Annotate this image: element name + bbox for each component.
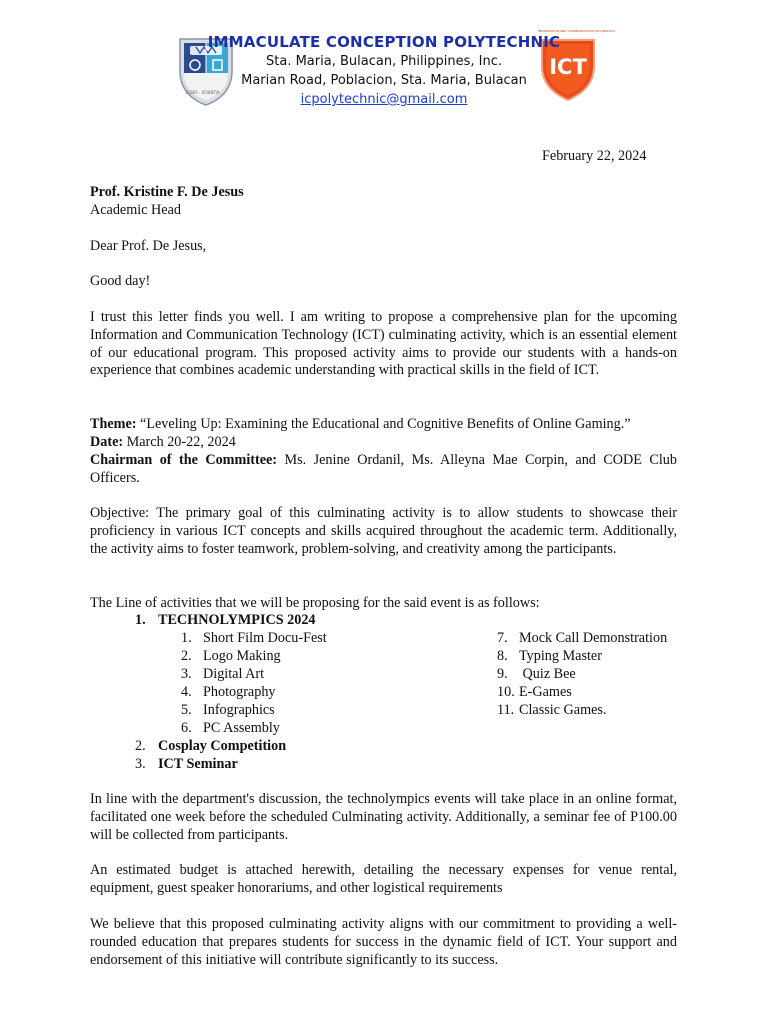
sub-item-4-num: 4. [181,684,192,700]
ict-logo-arc: INFORMATION AND COMMUNICATION TECHNOLOGY [538,29,616,33]
main-item-1-label [158,612,316,630]
sub-item-11-label: Classic Games. [519,702,607,718]
chairman-label: Chairman of the Committee: [90,452,278,468]
intro-paragraph: I trust this letter finds you well. I am writing to propose a comprehensive plan for the upcoming Information and Communication Technology (ICT) culminating activity, which is an essential element of our educational program. This proposed activity aims to provide our students with a hands-on experience that combines academic understanding with practical skills in the field of ICT. [90,309,677,379]
school-address-line-2: Marian Road, Poblacion, Sta. Maria, Bulacan [241,73,527,88]
sub-item-10-label: E-Games [519,684,572,700]
school-address-line-1: Sta. Maria, Bulacan, Philippines, Inc. [266,54,502,69]
school-name: IMMACULATE CONCEPTION POLYTECHNIC [207,33,561,51]
school-email-link[interactable] [0,92,768,107]
chairman-value: Ms. Jenine Ordanil, Ms. Alleyna Mae Corpin, and CODE Club Officers. [90,452,677,486]
event-date-value: March 20-22, 2024 [123,434,236,450]
objective-paragraph: Objective: The primary goal of this culminating activity is to allow students to showcase their proficiency in various ICT concepts and skills acquired throughout the academic term. Additionally, the activity aims to foster teamwork, problem-solving, and creativity among the participants. [90,505,677,557]
activities-intro: The Line of activities that we will be proposing for the said event is as follows: [90,595,540,611]
budget-paragraph: An estimated budget is attached herewith, detailing the necessary expenses for venue rental, equipment, guest speaker honorariums, and other logistical requirements [90,862,677,896]
sub-item-6-num: 6. [181,720,192,736]
theme-label: Theme: [90,416,137,432]
sub-item-1-label: Short Film Docu-Fest [203,630,327,646]
sub-item-10-num: 10. [497,684,515,700]
sub-item-8-label: Typing Master [519,648,602,664]
main-item-2-num: 2. [135,738,146,754]
sub-item-5-num: 5. [181,702,192,718]
recipient-block [90,184,677,220]
online-format-paragraph: In line with the department's discussion, the technolympics events will take place in an online format, facilitated one week before the scheduled Culminating activity. Additionally, a seminar fee of P100.00 will be collected from participants. [90,791,677,843]
salutation: Dear Prof. De Jesus, [90,238,207,254]
main-item-label: TECHNOLYMPICS 2024 [158,612,316,628]
sub-item-11-num: 11. [497,702,515,718]
main-item-3-num: 3. [135,756,146,772]
sub-item-2-num: 2. [181,648,192,664]
theme-line [90,416,677,434]
sub-item-9-num: 9. [497,666,508,682]
main-item-number: 1. [135,612,146,628]
event-date-label: Date: [90,434,124,450]
sub-item-6-label: PC Assembly [203,720,280,736]
recipient-title: Academic Head [90,201,181,218]
main-item-3 [158,756,238,774]
main-item-2-label: Cosplay Competition [158,738,287,754]
sub-item-7-label: Mock Call Demonstration [519,630,668,646]
sub-item-3-num: 3. [181,666,192,682]
school-email-text[interactable]: icpolytechnic@gmail.com [300,92,468,107]
main-item-2 [158,738,286,756]
greeting: Good day! [90,273,151,289]
event-date-line [90,434,677,452]
sub-item-2-label: Logo Making [203,648,281,664]
sub-item-7-num: 7. [497,630,508,646]
crest-motto: FIDES · SCIENTIA [186,90,220,95]
sub-item-1-num: 1. [181,630,192,646]
sub-item-3-label: Digital Art [203,666,265,682]
sub-item-4-label: Photography [203,684,276,700]
recipient-name: Prof. Kristine F. De Jesus [90,184,244,200]
main-item-1 [135,612,146,630]
theme-value: “Leveling Up: Examining the Educational and Cognitive Benefits of Online Gaming.” [136,416,631,432]
main-item-3-label: ICT Seminar [158,756,238,772]
sub-item-5-label: Infographics [203,702,275,718]
ict-logo-text: ICT [549,55,587,79]
letter-date: February 22, 2024 [542,148,647,164]
sub-item-8-num: 8. [497,648,508,664]
sub-item-9-label: Quiz Bee [519,666,576,682]
closing-paragraph: We believe that this proposed culminating activity aligns with our commitment to providing a well-rounded education that prepares students for success in the dynamic field of ICT. Your support and endorsement of this initiative will contribute significantly to its success. [90,916,677,968]
chairman-line [90,452,677,488]
